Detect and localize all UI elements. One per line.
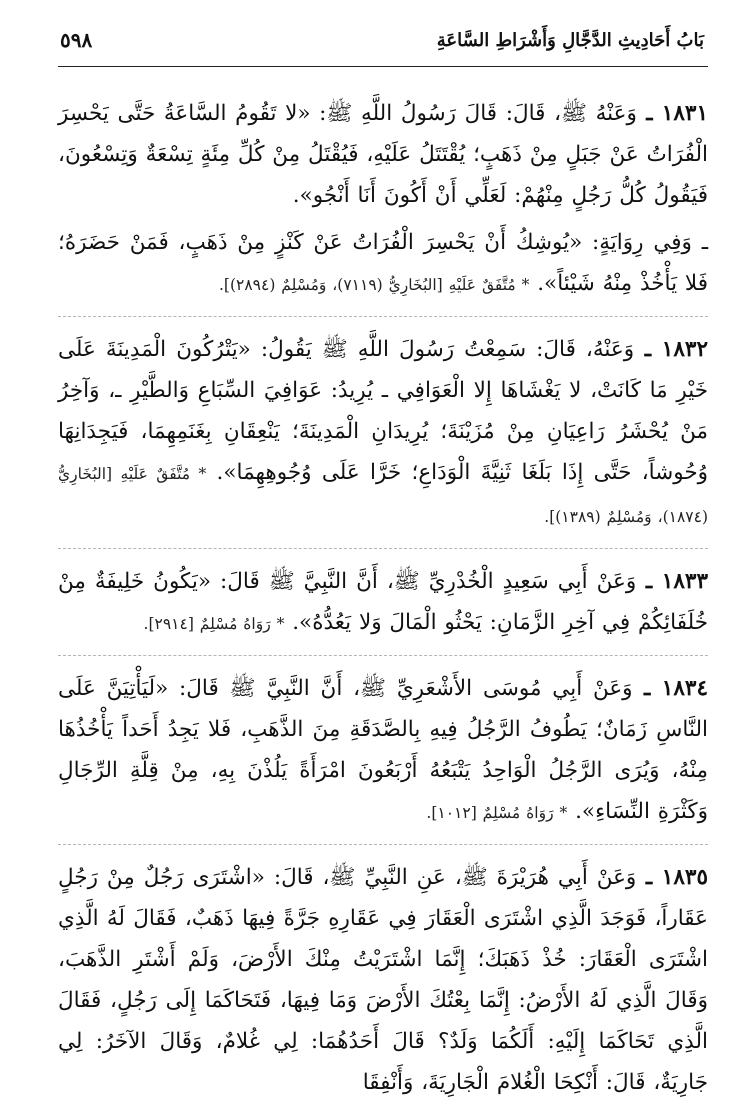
hadith-reference: * رَوَاهُ مُسْلِمٌ [٢٩١٤]. bbox=[143, 615, 285, 633]
hadith-number: ١٨٣٢ ـ bbox=[634, 337, 708, 362]
hadith-paragraph bbox=[58, 668, 708, 834]
hadith-number: ١٨٣١ ـ bbox=[636, 101, 708, 126]
hadith-paragraph bbox=[58, 93, 708, 216]
hadith-1832 bbox=[58, 329, 708, 549]
hadith-1833 bbox=[58, 561, 708, 656]
hadith-paragraph bbox=[58, 561, 708, 645]
page-header bbox=[58, 12, 708, 67]
hadith-1835 bbox=[58, 857, 708, 1113]
page-body bbox=[58, 93, 708, 1113]
hadith-number: ١٨٣٣ ـ bbox=[636, 569, 708, 594]
hadith-number: ١٨٣٥ ـ bbox=[636, 865, 708, 890]
running-title: بَابُ أَحَادِيثِ الدَّجَّالِ وَأَشْرَاطِ السَّاعَةِ bbox=[436, 30, 704, 51]
hadith-text: وَعَنْ أَبِي سَعِيدٍ الْخُدْرِيِّ ﷺ، أَنَّ النَّبِيَّ ﷺ قَالَ: «يَكُونُ خَلِيفَةٌ مِنْ خُلَفَائِكُمْ فِي آخِرِ الزَّمَانِ: يَحْثُو الْمَالَ وَلا يَعُدُّهُ». bbox=[58, 569, 708, 635]
hadith-1834 bbox=[58, 668, 708, 845]
hadith-text: ـ وَفِي رِوَايَةٍ: «يُوشِكُ أَنْ يَحْسِرَ الْفُرَاتُ عَنْ كَنْزٍ مِنْ ذَهَبٍ، فَمَنْ حَضَرَهُ؛ فَلا يَأْخُذْ مِنْهُ شَيْئاً». bbox=[58, 230, 708, 296]
page-number: ٥٩٨ bbox=[60, 28, 93, 52]
hadith-text: وَعَنْهُ ﷺ، قَالَ: قَالَ رَسُولُ اللَّهِ ﷺ: «لا تَقُومُ السَّاعَةُ حَتَّى يَحْسِرَ الْفُرَاتُ عَنْ جَبَلٍ مِنْ ذَهَبٍ؛ يُقْتَتَلُ عَلَيْهِ، فَيُقْتَلُ مِنْ كُلِّ مِئَةٍ تِسْعَةٌ وَتِسْعُونَ، فَيَقُولُ كُلُّ رَجُلٍ مِنْهُمْ: لَعَلِّي أَنْ أَكُونَ أَنَا أَنْجُو». bbox=[58, 101, 708, 208]
hadith-narration-variant bbox=[58, 222, 708, 306]
hadith-text: وَعَنْهُ، قَالَ: سَمِعْتُ رَسُولَ اللَّهِ ﷺ يَقُولُ: «يَتْرُكُونَ الْمَدِينَةَ عَلَى خَيْرِ مَا كَانَتْ، لا يَغْشَاهَا إِلا الْعَوَافِي ـ يُرِيدُ: عَوَافِيَ السِّبَاعِ وَالطَّيْرِ ـ، وَآخِرُ مَنْ يُحْشَرُ رَاعِيَانِ مِنْ مُزَيْنَةَ؛ يُرِيدَانِ الْمَدِينَةَ؛ يَنْعِقَانِ بِغَنَمِهِمَا، فَيَجِدَانِهَا وُحُوشاً، حَتَّى إِذَا بَلَغَا ثَنِيَّةَ الْوَدَاعِ؛ خَرَّا عَلَى وُجُوهِهِمَا». bbox=[58, 337, 708, 485]
hadith-number: ١٨٣٤ ـ bbox=[632, 676, 708, 701]
hadith-paragraph bbox=[58, 329, 708, 538]
hadith-1831 bbox=[58, 93, 708, 317]
hadith-reference: * مُتَّفَقٌ عَلَيْهِ [البُخَارِيُّ (١٨٧٤)، وَمُسْلِمٌ (١٣٨٩)]. bbox=[58, 465, 708, 526]
hadith-text: وَعَنْ أَبِي هُرَيْرَةَ ﷺ، عَنِ النَّبِيِّ ﷺ، قَالَ: «اشْتَرَى رَجُلٌ مِنْ رَجُلٍ عَقَاراً، فَوَجَدَ الَّذِي اشْتَرَى الْعَقَارَ فِي عَقَارِهِ جَرَّةً فِيهَا ذَهَبٌ، فَقَالَ لَهُ الَّذِي اشْتَرَى الْعَقَارَ: خُذْ ذَهَبَكَ؛ إِنَّمَا اشْتَرَيْتُ مِنْكَ الأَرْضَ، وَلَمْ أَشْتَرِ الذَّهَبَ، وَقَالَ الَّذِي لَهُ الأَرْضُ: إِنَّمَا بِعْتُكَ الأَرْضَ وَمَا فِيهَا، فَتَحَاكَمَا إِلَى رَجُلٍ، فَقَالَ الَّذِي تَحَاكَمَا إِلَيْهِ: أَلَكُمَا وَلَدٌ؟ قَالَ أَحَدُهُمَا: لِي غُلامٌ، وَقَالَ الآخَرُ: لِي جَارِيَةٌ، قَالَ: أَنْكِحَا الْغُلامَ الْجَارِيَةَ، وَأَنْفِقَا bbox=[58, 865, 708, 1095]
hadith-paragraph bbox=[58, 857, 708, 1103]
hadith-text: وَعَنْ أَبِي مُوسَى الأَشْعَرِيِّ ﷺ، أَنَّ النَّبِيَّ ﷺ قَالَ: «لَيَأْتِيَنَّ عَلَى النَّاسِ زَمَانٌ؛ يَطُوفُ الرَّجُلُ فِيهِ بِالصَّدَقَةِ مِنَ الذَّهَبِ، فَلا يَجِدُ أَحَداً يَأْخُذُهَا مِنْهُ، وَيُرَى الرَّجُلُ الْوَاحِدُ يَتْبَعُهُ أَرْبَعُونَ امْرَأَةً يَلُذْنَ بِهِ، مِنْ قِلَّةِ الرِّجَالِ وَكَثْرَةِ النِّسَاءِ». bbox=[58, 676, 708, 824]
hadith-reference: * رَوَاهُ مُسْلِمٌ [١٠١٢]. bbox=[426, 804, 568, 822]
hadith-reference: * مُتَّفَقٌ عَلَيْهِ [البُخَارِيُّ (٧١١٩)، وَمُسْلِمٌ (٢٨٩٤)]. bbox=[218, 276, 530, 294]
